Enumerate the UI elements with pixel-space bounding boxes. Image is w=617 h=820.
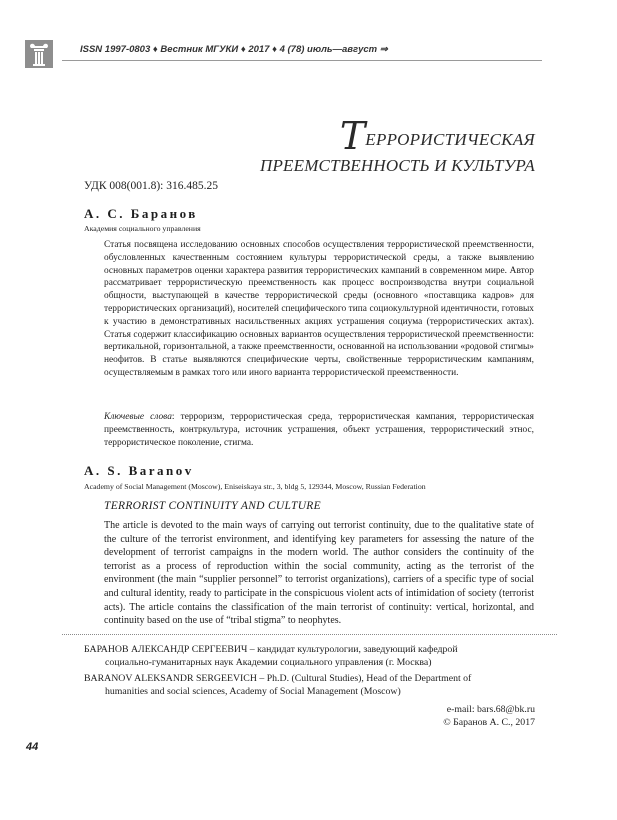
affiliation-en: Academy of Social Management (Moscow), Eniseiskaya str., 3, bldg 5, 129344, Moscow, Russian Federation (84, 482, 426, 491)
article-title-en: TERRORIST CONTINUITY AND CULTURE (104, 500, 321, 512)
bio-en-line1: BARANOV ALEKSANDR SERGEEVICH – Ph.D. (Cultural Studies), Head of the Department of (84, 673, 472, 684)
journal-header: ISSN 1997-0803 ♦ Вестник МГУКИ ♦ 2017 ♦ 4 (78) июль—август ⇒ (80, 44, 388, 55)
keywords-label: Ключевые слова (104, 412, 172, 422)
abstract-en: The article is devoted to the main ways of carrying out terrorist continuity, due to the qualitative state of the culture of the terrorist environment, and identifying key parameters for assessing the nature of the development of terrorist campaigns in the modern world. The author considers the continuity of the terrorist as a process of reproduction within the social community, acting as the terrorist of the environment (the main “supplier personnel” to terrorist organizations), carriers of a specific type of social and cultural identity, ready to participate in the conspicuous violent acts of intimidation of society (terrorist acts). The article contains the classification of the main terrorist of continuity: vertical, horizontal, and continuity based on the use of “tribal stigma” to neophytes. (104, 520, 534, 627)
abstract-ru: Статья посвящена исследованию основных способов осуществления террористической преемственности, обусловленных качественным состоянием культуры террористической среды, а также выявлению основных параметров оценки характера развития террористических кампаний в современном мире. Автор рассматривает террористическую преемственность как процесс воспроизводства внутри социальной общности, выступающей в качестве террористической среды (основного «поставщика кадров» для террористических организаций), носителей специфического типа социокультурной идентичности, готовых к участию в демонстративных насильственных акциях устрашения социума (террористических актах). Статья содержит классификацию основных вариантов осуществления террористической преемственности: вертикальной, горизонтальной, а также преемственности, основанной на использовании «родовой стигмы» неофитов. В статье выявляются специфические черты, свойственные террористическим кампаниям, осуществляемым в рамках того или иного варианта террористической преемственности. (104, 240, 534, 378)
bio-ru (84, 644, 536, 669)
affiliation-ru: Академия социального управления (84, 224, 201, 233)
page-number: 44 (26, 741, 39, 753)
header-rule (62, 60, 542, 61)
contact-block (443, 703, 535, 729)
bio-ru-line1: БАРАНОВ АЛЕКСАНДР СЕРГЕЕВИЧ – кандидат культурологии, заведующий кафедрой (84, 644, 458, 655)
author-email: e-mail: bars.68@bk.ru (446, 704, 535, 715)
column-capital-icon (25, 40, 53, 68)
udc-code: УДК 008(001.8): 316.485.25 (84, 180, 218, 192)
bio-ru-line2: социально-гуманитарных наук Академии социального управления (г. Москва) (105, 656, 432, 668)
title-initial: Т (339, 114, 366, 158)
copyright: © Баранов А. С., 2017 (443, 717, 535, 728)
title-line2: ПРЕЕМСТВЕННОСТЬ И КУЛЬТУРА (259, 156, 535, 175)
article-title-ru (260, 114, 535, 176)
bio-en-line2: humanities and social sciences, Academy of Social Management (Moscow) (105, 685, 401, 697)
journal-logo (25, 40, 53, 68)
title-line1: ЕРРОРИСТИЧЕСКАЯ (365, 130, 535, 149)
dotted-divider (62, 634, 557, 635)
author-en: A. S. Baranov (84, 463, 194, 478)
bio-en (84, 673, 536, 698)
keywords-ru (104, 411, 534, 449)
keywords-text: : терроризм, террористическая среда, террористическая кампания, террористическая преемственность, контркультура, источник устрашения, объект устрашения, террористический этнос, террористическое поколение, стигма. (104, 412, 534, 448)
author-ru: А. С. Баранов (84, 206, 198, 221)
